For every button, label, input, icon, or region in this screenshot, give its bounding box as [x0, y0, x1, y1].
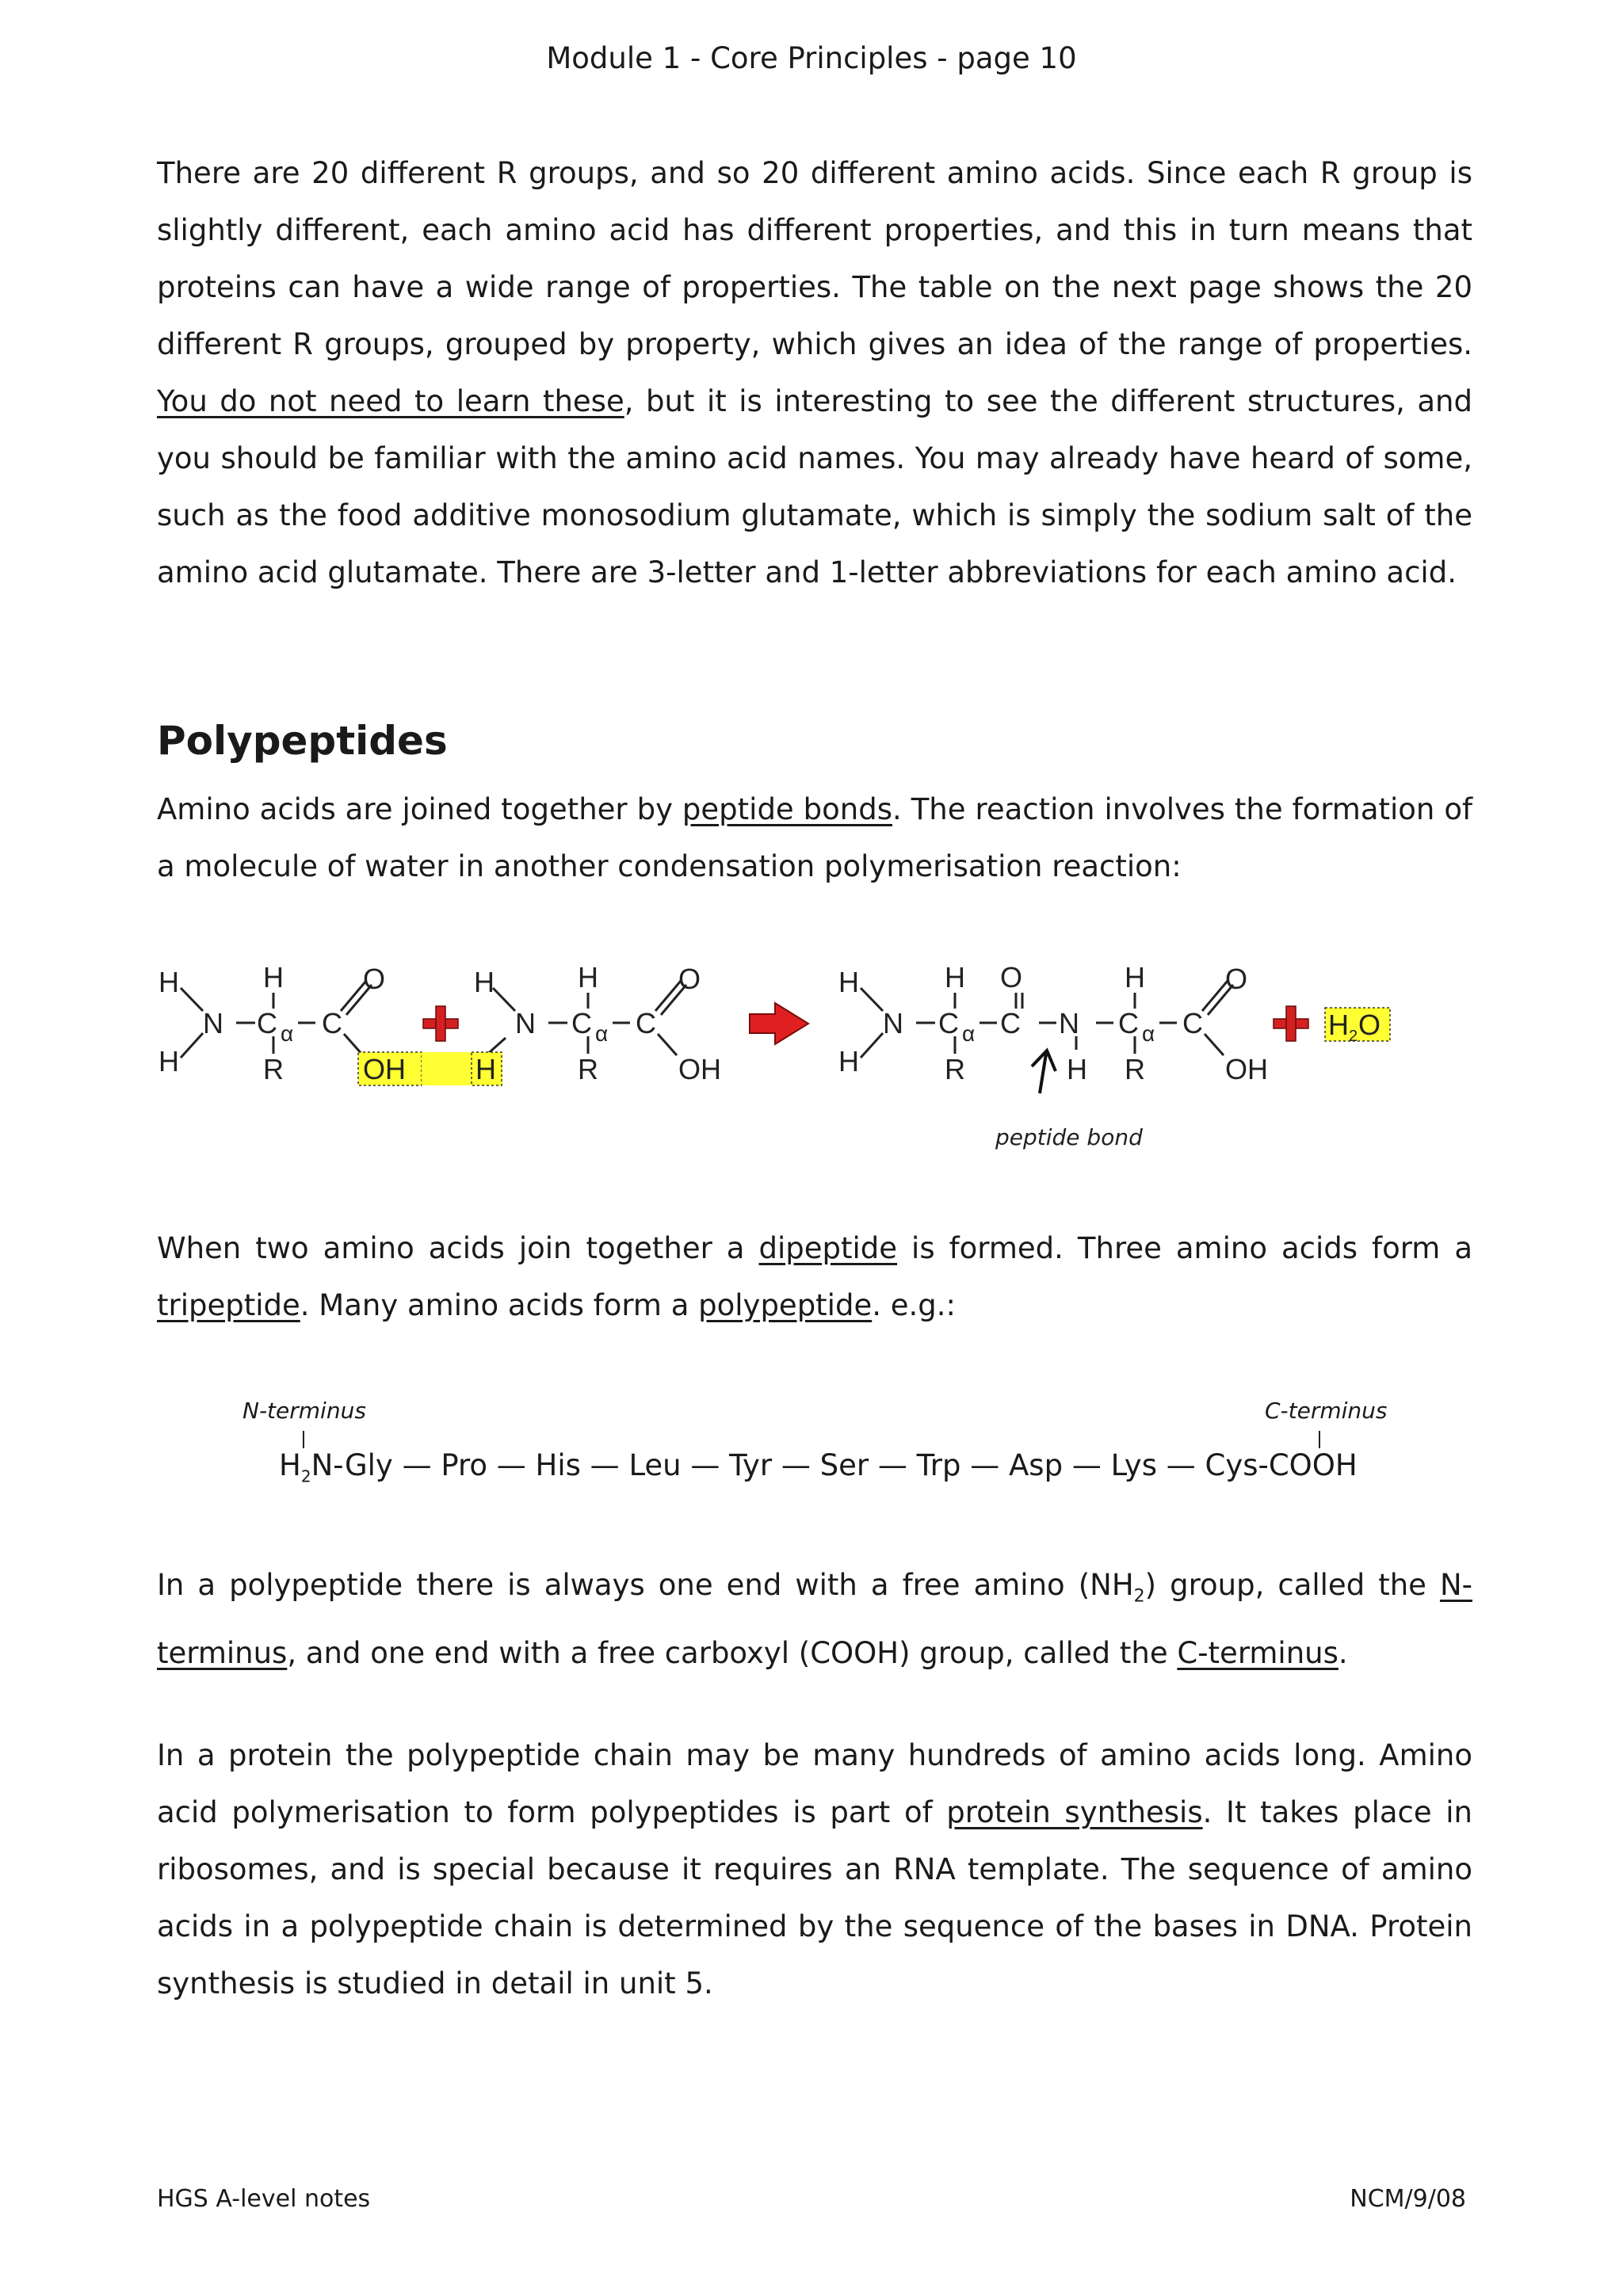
hydroxyl: OH — [678, 1053, 721, 1085]
hydroxyl: OH — [1225, 1053, 1268, 1085]
n-terminus-tick — [303, 1431, 304, 1448]
atom-c: C — [1000, 1007, 1021, 1039]
atom-h: H — [263, 961, 284, 994]
alpha-symbol: α — [281, 1021, 294, 1046]
terminus-text-d: . — [1338, 1636, 1348, 1671]
water-o: O — [1358, 1009, 1381, 1041]
peptide-bond-label: peptide bond — [995, 1124, 1143, 1150]
r-group: R — [578, 1053, 598, 1085]
n-terminus-label: N-terminus — [242, 1398, 366, 1424]
protein-text-a: In a protein the polypeptide chain may be many hundreds of amino acids long. Amino acid polymerisation to form polypeptides is part of — [157, 1738, 1472, 1829]
learn-note-link: You do not need to learn these — [157, 384, 624, 418]
r-group: R — [1125, 1053, 1145, 1085]
protein-synthesis-paragraph — [157, 1727, 1472, 2012]
atom-c-alpha: C — [1118, 1007, 1139, 1039]
chain-start-gly: N-Gly — [311, 1448, 393, 1482]
reaction-arrow-icon — [750, 1003, 808, 1044]
chain-start-subscript: 2 — [300, 1466, 311, 1486]
alpha-symbol: α — [595, 1021, 609, 1046]
atom-h: H — [158, 966, 179, 998]
atom-h: H — [838, 1045, 859, 1077]
p1-text-a: Amino acids are joined together by — [157, 792, 682, 826]
atom-h: H — [578, 961, 598, 994]
r-group: R — [263, 1053, 284, 1085]
atom-h: H — [1125, 961, 1145, 994]
condensation-reaction-diagram — [0, 935, 1623, 1173]
atom-c-alpha: C — [938, 1007, 959, 1039]
chain-start-h: H — [279, 1448, 301, 1482]
protein-synthesis-term: protein synthesis — [946, 1795, 1203, 1829]
intro-text-2: , but it is interesting to see the different structures, and you should be familiar with the amino acid names. You may already have heard of some, such as the food additive monosodium glutamate, which is simply the sodium salt of the amino acid glutamate. There are 3-letter and 1-letter abbreviations for each amino acid. — [157, 384, 1472, 589]
atom-c-alpha: C — [257, 1007, 277, 1039]
atom-n: N — [1059, 1007, 1079, 1039]
terminus-paragraph — [157, 1557, 1472, 1682]
atom-h: H — [474, 966, 495, 998]
atom-h: H — [1067, 1053, 1087, 1085]
terminus-text-b: ) group, called the — [1144, 1568, 1440, 1602]
c-terminus-label: C-terminus — [1265, 1398, 1388, 1424]
plus-icon — [1274, 1006, 1308, 1041]
water-h: H — [1328, 1009, 1349, 1041]
protein-text-b: . It takes place in ribosomes, and is special because it requires an RNA template. The sequence of amino acids in a polypeptide chain is determined by the sequence of the bases in DNA. Protein synthesis is studied in detail in unit 5. — [157, 1795, 1473, 2000]
polypeptide-term: polypeptide — [698, 1288, 873, 1322]
atom-n: N — [515, 1007, 536, 1039]
r-group: R — [945, 1053, 965, 1085]
terminus-text-c: , and one end with a free carboxyl (COOH) group, called the — [287, 1636, 1178, 1671]
intro-paragraph — [157, 145, 1472, 601]
n-terminus-term: N-terminus — [157, 1568, 1472, 1671]
peptide-bonds-term: peptide bonds — [682, 792, 892, 826]
atom-h: H — [945, 961, 965, 994]
tripeptide-term: tripeptide — [157, 1288, 300, 1322]
chain-residues: — Pro — His — Leu — Tyr — Ser — Trp — Asp — Lys — Cys-COOH — [402, 1448, 1358, 1482]
peptide-bond-arrow-icon — [1032, 1051, 1056, 1093]
atom-h: H — [838, 966, 859, 998]
dipeptide-text-d: . e.g.: — [872, 1288, 956, 1322]
terminus-text-a: In a polypeptide there is always one end with a free amino (NH — [157, 1568, 1134, 1602]
footer-left: HGS A-level notes — [157, 2185, 371, 2213]
c-terminus-term: C-terminus — [1177, 1636, 1338, 1671]
section-heading: Polypeptides — [157, 718, 448, 764]
dipeptide-paragraph — [157, 1220, 1472, 1334]
atom-c: C — [322, 1007, 342, 1039]
atom-o: O — [1225, 963, 1248, 995]
intro-text-1: There are 20 different R groups, and so 20 different amino acids. Since each R group is slightly different, each amino acid has different properties, and this in turn means that proteins can have a wide range of properties. The table on the next page shows the 20 different R groups, grouped by property, which gives an idea of the range of properties. — [157, 156, 1472, 361]
alpha-symbol: α — [962, 1021, 976, 1046]
dipeptide-text-b: is formed. Three amino acids form a — [897, 1231, 1472, 1265]
atom-c: C — [636, 1007, 656, 1039]
dipeptide-text-c: . Many amino acids form a — [300, 1288, 699, 1322]
atom-o: O — [678, 963, 701, 995]
atom-o: O — [1000, 961, 1023, 994]
atom-o: O — [363, 963, 386, 995]
polypeptide-intro-paragraph — [157, 781, 1472, 895]
polypeptide-chain — [279, 1448, 1358, 1486]
footer-right: NCM/9/08 — [1350, 2185, 1466, 2213]
terminus-subscript: 2 — [1133, 1586, 1145, 1607]
atom-c: C — [1182, 1007, 1203, 1039]
plus-icon — [423, 1006, 458, 1041]
alpha-symbol: α — [1142, 1021, 1155, 1046]
c-terminus-tick — [1319, 1431, 1320, 1448]
dipeptide-term: dipeptide — [758, 1231, 898, 1265]
atom-h-highlighted: H — [475, 1053, 496, 1085]
atom-c-alpha: C — [571, 1007, 592, 1039]
dipeptide-text-a: When two amino acids join together a — [157, 1231, 759, 1265]
hydroxyl: OH — [363, 1053, 406, 1085]
atom-h: H — [158, 1045, 179, 1077]
page-header: Module 1 - Core Principles - page 10 — [546, 41, 1077, 75]
water-subscript: 2 — [1349, 1028, 1358, 1045]
atom-n: N — [883, 1007, 903, 1039]
p1-text-b: . The reaction involves the formation of a molecule of water in another condensation polymerisation reaction: — [157, 792, 1472, 883]
atom-n: N — [203, 1007, 223, 1039]
